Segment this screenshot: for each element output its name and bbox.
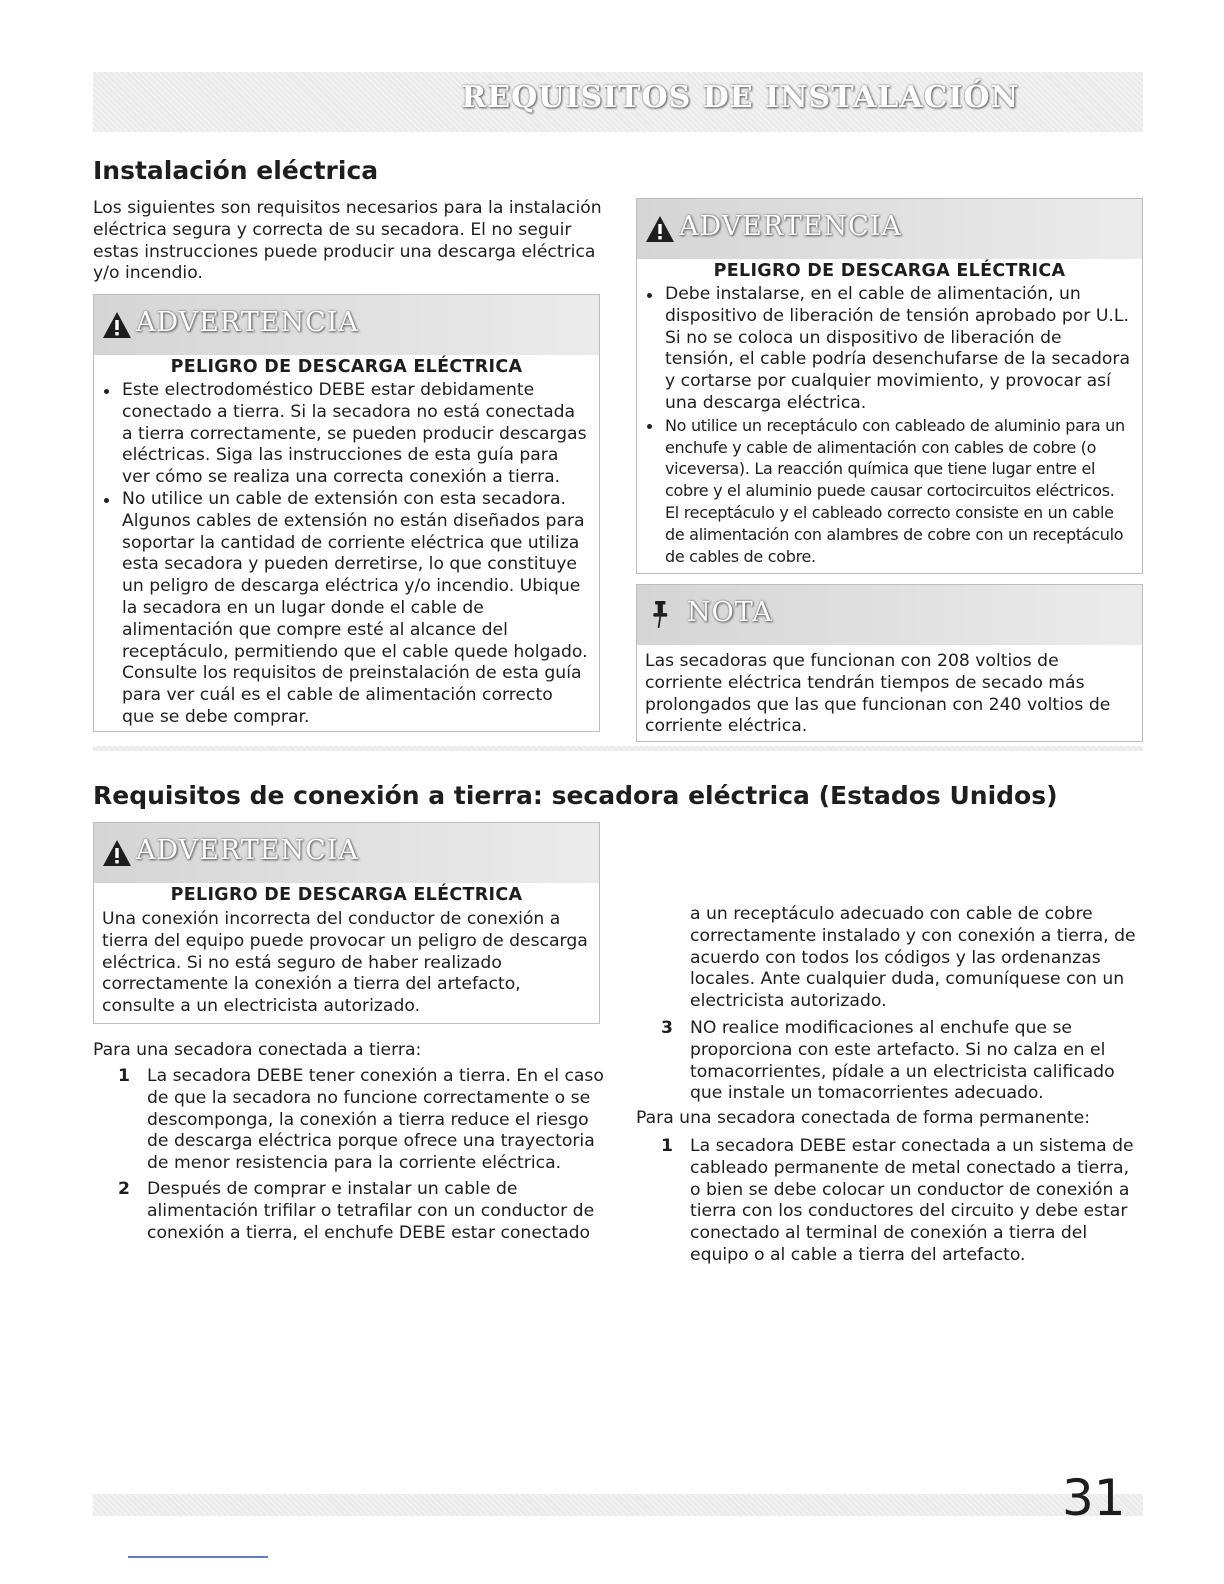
warning-triangle-icon <box>102 839 132 867</box>
warning-label: ADVERTENCIA <box>136 835 359 866</box>
section-divider <box>93 746 1143 751</box>
warning-box-ground <box>93 822 600 1024</box>
note-label: NOTA <box>687 597 773 628</box>
page-title: REQUISITOS DE INSTALACIÓN <box>461 80 1019 115</box>
list-item: Este electrodoméstico DEBE estar debidamente conectado a tierra. Si la secadora no está conectada a tierra correctamente, se pueden producir descargas eléctricas. Siga las instrucciones de esta guía para ver cómo se realiza una correcta conexión a tierra. <box>94 380 590 489</box>
list-item: No utilice un cable de extensión con esta secadora. Algunos cables de extensión no están diseñados para soportar la cantidad de corriente eléctrica que utiliza esta secadora y pueden derretirse, lo que constituye un peligro de descarga eléctrica y/o incendio. Ubique la secadora en un lugar donde el cable de alimentación que compre esté al alcance del receptáculo, permitiendo que el cable quede holgado. Consulte los requisitos de preinstalación de esta guía para ver cuál es el cable de alimentación correcto que se debe comprar. <box>94 489 590 729</box>
grounded-intro: Para una secadora conectada a tierra: <box>93 1040 422 1060</box>
bottom-rule <box>128 1556 268 1558</box>
warning-subtitle: PELIGRO DE DESCARGA ELÉCTRICA <box>170 885 523 905</box>
warning-header <box>637 199 1142 259</box>
warning-header <box>94 823 599 883</box>
step-text: La secadora DEBE tener conexión a tierra. En el caso de que la secadora no funcione correctamente o se descomponga, la conexión a tierra reduce el riesgo de descarga eléctrica porque ofrece una trayectoria de menor resistencia para la corriente eléctrica. <box>147 1066 604 1174</box>
list-item: No utilice un receptáculo con cableado de aluminio para un enchufe y cable de alimentación con cables de cobre (o viceversa). La reacción química que tiene lugar entre el cobre y el aluminio puede causar cortocircuitos eléctricos. El receptáculo y el cableado correcto consiste en un cable de alimentación con alambres de cobre con un receptáculo de cables de cobre. <box>637 415 1133 568</box>
step-number: 1 <box>661 1136 673 1156</box>
header-banner <box>93 72 1143 132</box>
permanent-steps <box>636 1136 1142 1267</box>
section-title-electrical: Instalación eléctrica <box>93 156 379 185</box>
grounded-steps-cont <box>636 1018 1142 1105</box>
page-number: 31 <box>1062 1469 1126 1527</box>
warning-subtitle: PELIGRO DE DESCARGA ELÉCTRICA <box>170 357 523 377</box>
warning-box-left <box>93 294 600 732</box>
note-text: Las secadoras que funcionan con 208 voltios de corriente eléctrica tendrán tiempos de secado más prolongados que las que funcionan con 240 voltios de corriente eléctrica. <box>645 651 1111 737</box>
warning-subtitle: PELIGRO DE DESCARGA ELÉCTRICA <box>713 261 1066 281</box>
warning-header <box>94 295 599 355</box>
footer-bar <box>93 1494 1143 1516</box>
warning-triangle-icon <box>102 311 132 339</box>
step-text: Después de comprar e instalar un cable de alimentación trifilar o tetrafilar con un conductor de conexión a tierra, el enchufe DEBE estar conectado <box>147 1178 595 1243</box>
warning-label: ADVERTENCIA <box>679 211 902 242</box>
warning-bullets <box>637 284 1133 567</box>
step2-continued: a un receptáculo adecuado con cable de cobre correctamente instalado y con conexión a tierra, de acuerdo con todos los códigos y las ordenanzas locales. Ante cualquier duda, comuníquese con un electricista autorizado. <box>690 904 1136 1012</box>
step-number: 1 <box>118 1066 130 1086</box>
warning-text: Una conexión incorrecta del conductor de conexión a tierra del equipo puede provocar un peligro de descarga eléctrica. Si no está seguro de haber realizado correctamente la conexión a tierra del artefacto, consulte a un electricista autorizado. <box>102 909 588 1017</box>
warning-box-right <box>636 198 1143 574</box>
warning-bullets <box>94 380 590 729</box>
electrical-intro: Los siguientes son requisitos necesarios para la instalación eléctrica segura y correcta de su secadora. El no seguir estas instrucciones puede producir una descarga eléctrica y/o incendio. <box>93 198 602 284</box>
pushpin-icon <box>649 597 675 631</box>
note-box <box>636 584 1143 742</box>
list-item <box>93 1066 605 1175</box>
grounded-steps <box>93 1066 605 1244</box>
note-header <box>637 585 1142 645</box>
list-item <box>93 1179 605 1244</box>
list-item <box>636 1018 1142 1105</box>
list-item: Debe instalarse, en el cable de alimentación, un dispositivo de liberación de tensión aprobado por U.L. Si no se coloca un dispositivo de liberación de tensión, el cable podría desenchufarse de la secadora y cortarse por cualquier movimiento, y provocar así una descarga eléctrica. <box>637 284 1133 415</box>
list-item <box>636 1136 1142 1267</box>
step-text: La secadora DEBE estar conectada a un sistema de cableado permanente de metal conectado a tierra, o bien se debe colocar un conductor de conexión a tierra con los conductores del circuito y debe estar conectado al terminal de conexión a tierra del equipo o al cable a tierra del artefacto. <box>690 1136 1134 1265</box>
step-number: 3 <box>661 1018 673 1038</box>
permanent-intro: Para una secadora conectada de forma permanente: <box>636 1108 1091 1128</box>
step-number: 2 <box>118 1178 130 1199</box>
warning-triangle-icon <box>645 215 675 243</box>
warning-label: ADVERTENCIA <box>136 307 359 338</box>
step-text: NO realice modificaciones al enchufe que se proporciona con este artefacto. Si no calza en el tomacorrientes, pídale a un electricista calificado que instale un tomacorrientes adecuado. <box>690 1018 1115 1104</box>
section-title-grounding: Requisitos de conexión a tierra: secadora eléctrica (Estados Unidos) <box>93 781 1058 810</box>
